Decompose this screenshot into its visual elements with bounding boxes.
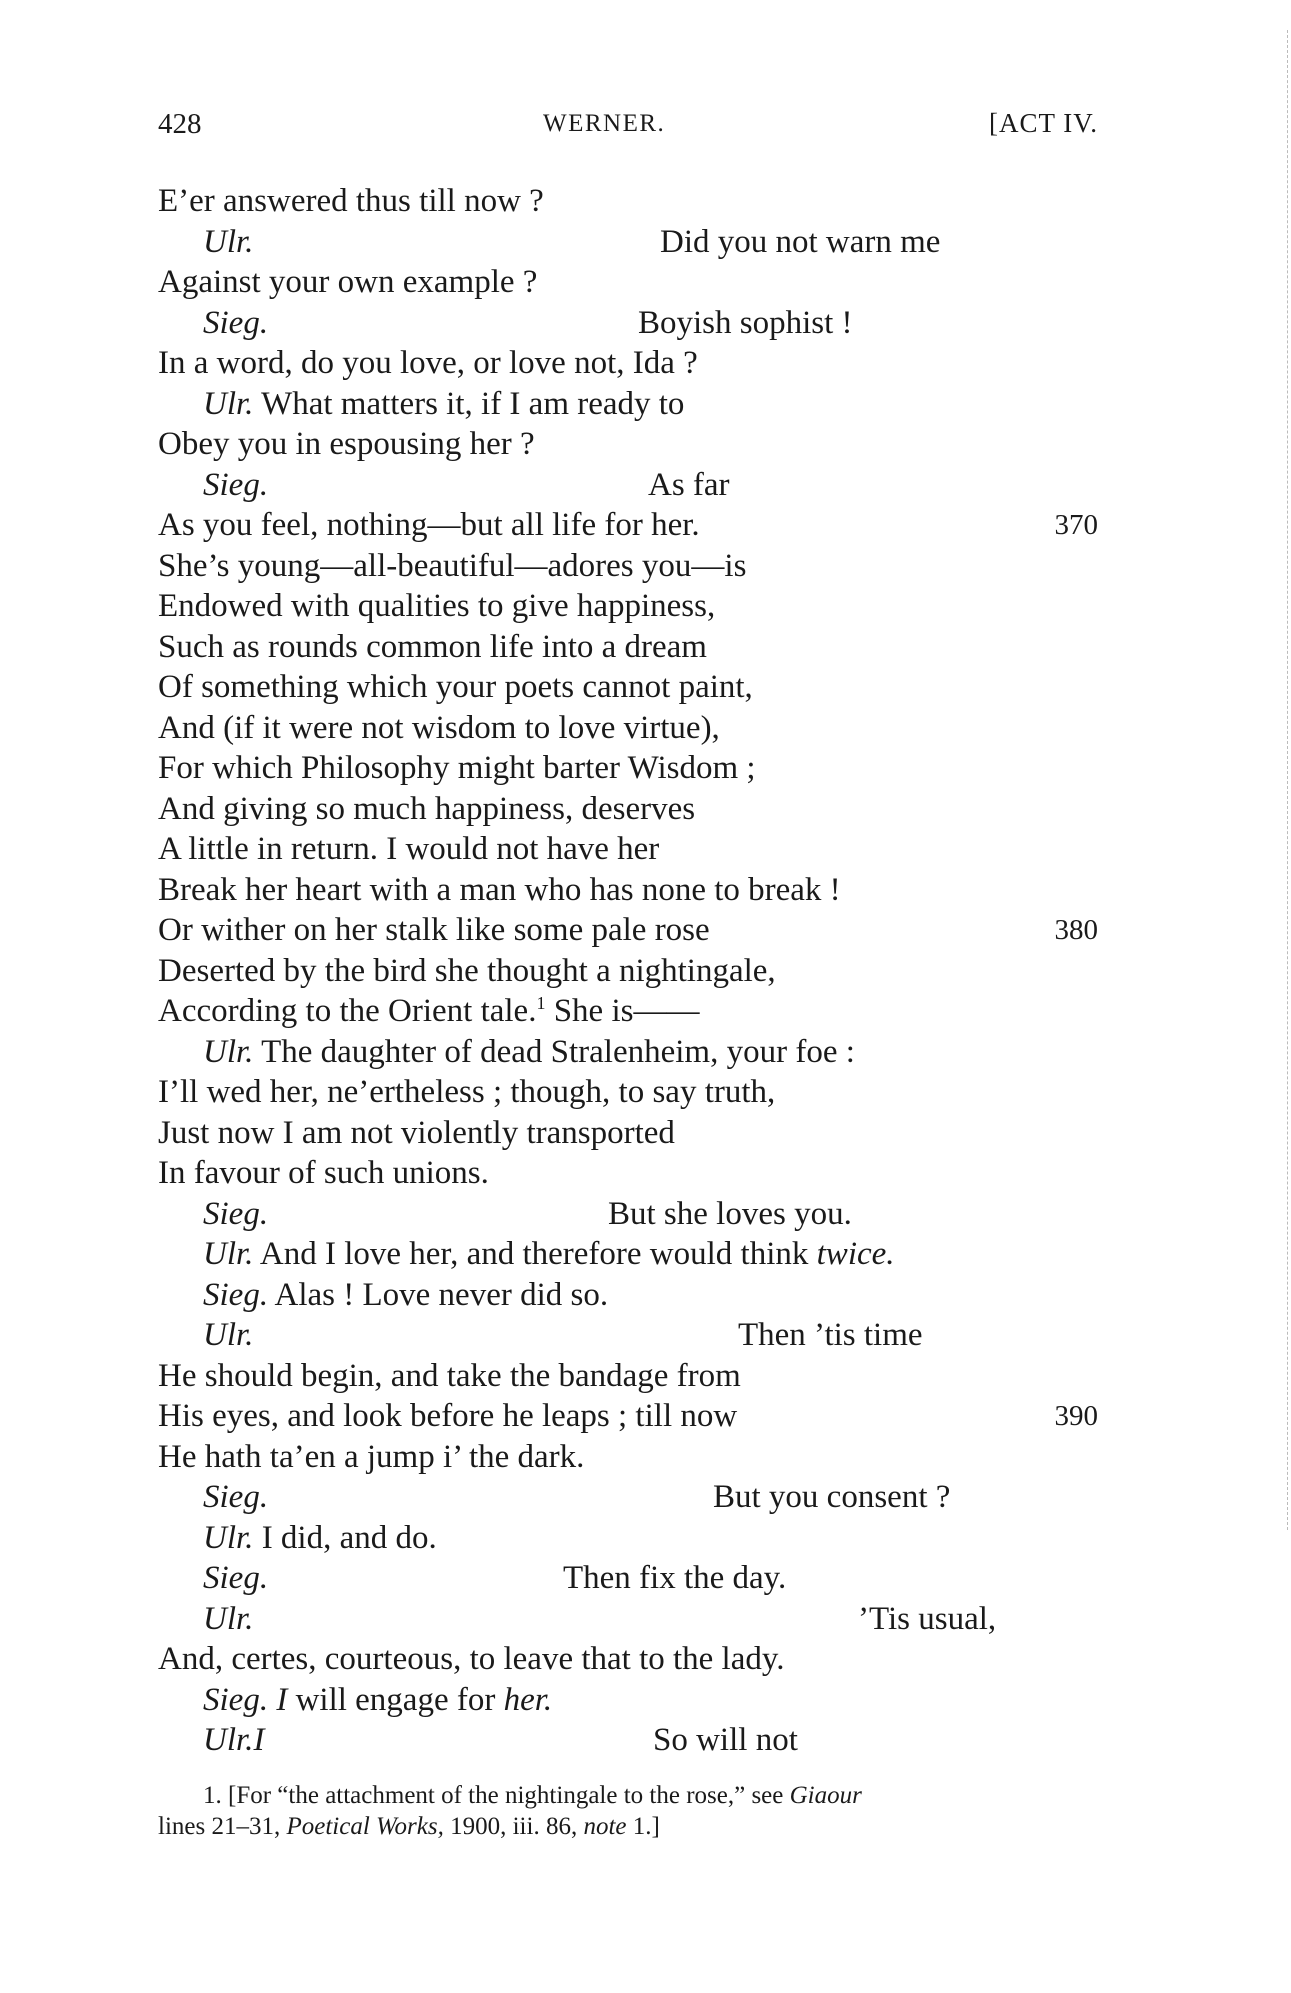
line-text: According to the Orient tale.: [158, 993, 537, 1029]
line-text: In favour of such unions.: [158, 1155, 489, 1191]
line-text: But she loves you.: [608, 1195, 852, 1232]
verse-line: [158, 1315, 1098, 1356]
line-number: 390: [1054, 1400, 1098, 1432]
verse-line: [158, 1032, 1098, 1073]
footnote-line: [158, 1811, 1118, 1842]
verse-line: [158, 1558, 1098, 1599]
footnote-text: Poetical Works,: [286, 1813, 444, 1840]
verse-line: [158, 181, 1098, 222]
footnote-ref[interactable]: 1: [536, 993, 546, 1013]
speaker-name: Sieg.: [203, 304, 269, 341]
speaker-name: Ulr.: [203, 1600, 254, 1637]
line-text: But you consent ?: [713, 1479, 951, 1515]
verse-line: [158, 829, 1098, 870]
line-text: What matters it, if I am ready to: [253, 385, 685, 422]
verse-line: [158, 1194, 1098, 1235]
line-text: Boyish sophist !: [638, 304, 853, 341]
footnote-text: note: [583, 1813, 627, 1840]
verse-line: [158, 1518, 1098, 1559]
line-text: Or wither on her stalk like some pale rose: [158, 912, 710, 948]
page-number: 428: [158, 108, 202, 140]
line-text: And giving so much happiness, deserves: [158, 790, 696, 827]
verse-line: [158, 1275, 1098, 1316]
line-text: Obey you in espousing her ?: [158, 426, 535, 462]
speaker-name: Sieg.: [203, 466, 269, 503]
verse-line: [158, 424, 1098, 465]
verse-line: [158, 222, 1098, 263]
line-text: I did, and do.: [253, 1519, 437, 1556]
speaker-name: Sieg.: [203, 1681, 269, 1718]
verse-line: [158, 1639, 1098, 1680]
line-text: will engage for: [287, 1681, 504, 1718]
verse-line: [158, 1437, 1098, 1478]
verse-line: [158, 262, 1098, 303]
speaker-name: Sieg.: [203, 1276, 269, 1313]
footnotes: [158, 1780, 1118, 1842]
verse-line: [158, 1599, 1098, 1640]
footnote-text: 1. [For “the attachment of the nightingale to the rose,” see: [203, 1782, 790, 1809]
verse-line: [158, 1113, 1098, 1154]
line-text: Break her heart with a man who has none to break !: [158, 871, 841, 908]
verse-line: [158, 1072, 1098, 1113]
page-edge-artifact: [1284, 30, 1288, 1530]
line-text: And I love her, and therefore would think: [253, 1236, 817, 1272]
line-number: 380: [1054, 914, 1098, 946]
line-text: I: [253, 1722, 265, 1758]
footnote-text: Giaour: [789, 1782, 862, 1809]
line-text: Of something which your poets cannot paint,: [158, 669, 753, 705]
line-text: Against your own example ?: [158, 264, 538, 300]
line-text: her.: [503, 1681, 553, 1718]
line-text: As far: [648, 466, 730, 503]
speaker-name: Sieg.: [203, 1560, 269, 1596]
running-title: WERNER.: [543, 110, 666, 137]
line-text: She’s young—all-beautiful—adores you—is: [158, 547, 747, 584]
line-text: For which Philosophy might barter Wisdom ;: [158, 750, 756, 786]
verse-line: [158, 303, 1098, 344]
verse-line: [158, 1356, 1098, 1397]
verse-line: [158, 1396, 1098, 1437]
verse-line: [158, 1720, 1098, 1761]
speaker-name: Ulr.: [203, 223, 254, 260]
line-text: A little in return. I would not have her: [158, 831, 660, 867]
speaker-name: Sieg.: [203, 1479, 269, 1515]
verse-line: [158, 991, 1098, 1032]
verse-line: [158, 708, 1098, 749]
speaker-name: Ulr.: [203, 385, 254, 422]
line-text: Then ’tis time: [738, 1317, 923, 1353]
footnote-line: [158, 1780, 1118, 1811]
line-text: Did you not warn me: [660, 223, 941, 260]
verse-line: [158, 748, 1098, 789]
line-text: So will not: [653, 1722, 798, 1758]
footnote-text: lines 21–31,: [158, 1813, 287, 1840]
verse-line: [158, 384, 1098, 425]
verse-line: [158, 789, 1098, 830]
footnote-text: 1900, iii. 86,: [443, 1813, 584, 1840]
verse-text: [158, 181, 1098, 1761]
running-header: [158, 108, 1098, 152]
verse-line: [158, 627, 1098, 668]
speaker-name: Ulr.: [203, 1317, 254, 1353]
verse-line: [158, 1477, 1098, 1518]
line-text: She is——: [545, 993, 700, 1029]
line-text: Alas ! Love never did so.: [268, 1276, 609, 1313]
line-text: He hath ta’en a jump i’ the dark.: [158, 1438, 585, 1475]
speaker-name: Ulr.: [203, 1236, 254, 1272]
verse-line: [158, 546, 1098, 587]
verse-line: [158, 910, 1098, 951]
line-text: The daughter of dead Stralenheim, your foe :: [253, 1033, 855, 1070]
line-text: In a word, do you love, or love not, Ida ?: [158, 345, 698, 381]
verse-line: [158, 1234, 1098, 1275]
line-text: Endowed with qualities to give happiness,: [158, 588, 716, 624]
line-text: E’er answered thus till now ?: [158, 183, 544, 219]
verse-line: [158, 505, 1098, 546]
line-text: As you feel, nothing—but all life for her.: [158, 507, 700, 543]
line-text: Deserted by the bird she thought a nightingale,: [158, 952, 776, 989]
verse-line: [158, 1153, 1098, 1194]
line-text: His eyes, and look before he leaps ; till now: [158, 1398, 738, 1434]
verse-line: [158, 465, 1098, 506]
line-text: He should begin, and take the bandage from: [158, 1357, 741, 1394]
speaker-name: Ulr.: [203, 1033, 254, 1070]
speaker-name: Ulr.: [203, 1722, 254, 1758]
line-text: twice.: [816, 1236, 895, 1272]
line-text: I’ll wed her, ne’ertheless ; though, to say truth,: [158, 1074, 776, 1110]
verse-line: [158, 667, 1098, 708]
line-text: ’Tis usual,: [858, 1600, 997, 1637]
line-text: Then fix the day.: [563, 1560, 787, 1596]
line-text: Such as rounds common life into a dream: [158, 628, 707, 665]
line-number: 370: [1054, 509, 1098, 541]
verse-line: [158, 870, 1098, 911]
footnote-text: 1.]: [626, 1813, 660, 1840]
verse-line: [158, 586, 1098, 627]
speaker-name: Sieg.: [203, 1195, 269, 1232]
verse-line: [158, 951, 1098, 992]
line-text: I: [276, 1681, 288, 1718]
verse-line: [158, 343, 1098, 384]
line-text: And (if it were not wisdom to love virtue),: [158, 709, 720, 746]
line-text: And, certes, courteous, to leave that to the lady.: [158, 1641, 785, 1677]
line-text: Just now I am not violently transported: [158, 1114, 675, 1151]
speaker-name: Ulr.: [203, 1519, 254, 1556]
verse-line: [158, 1680, 1098, 1721]
act-label: [ACT IV.: [988, 108, 1098, 138]
